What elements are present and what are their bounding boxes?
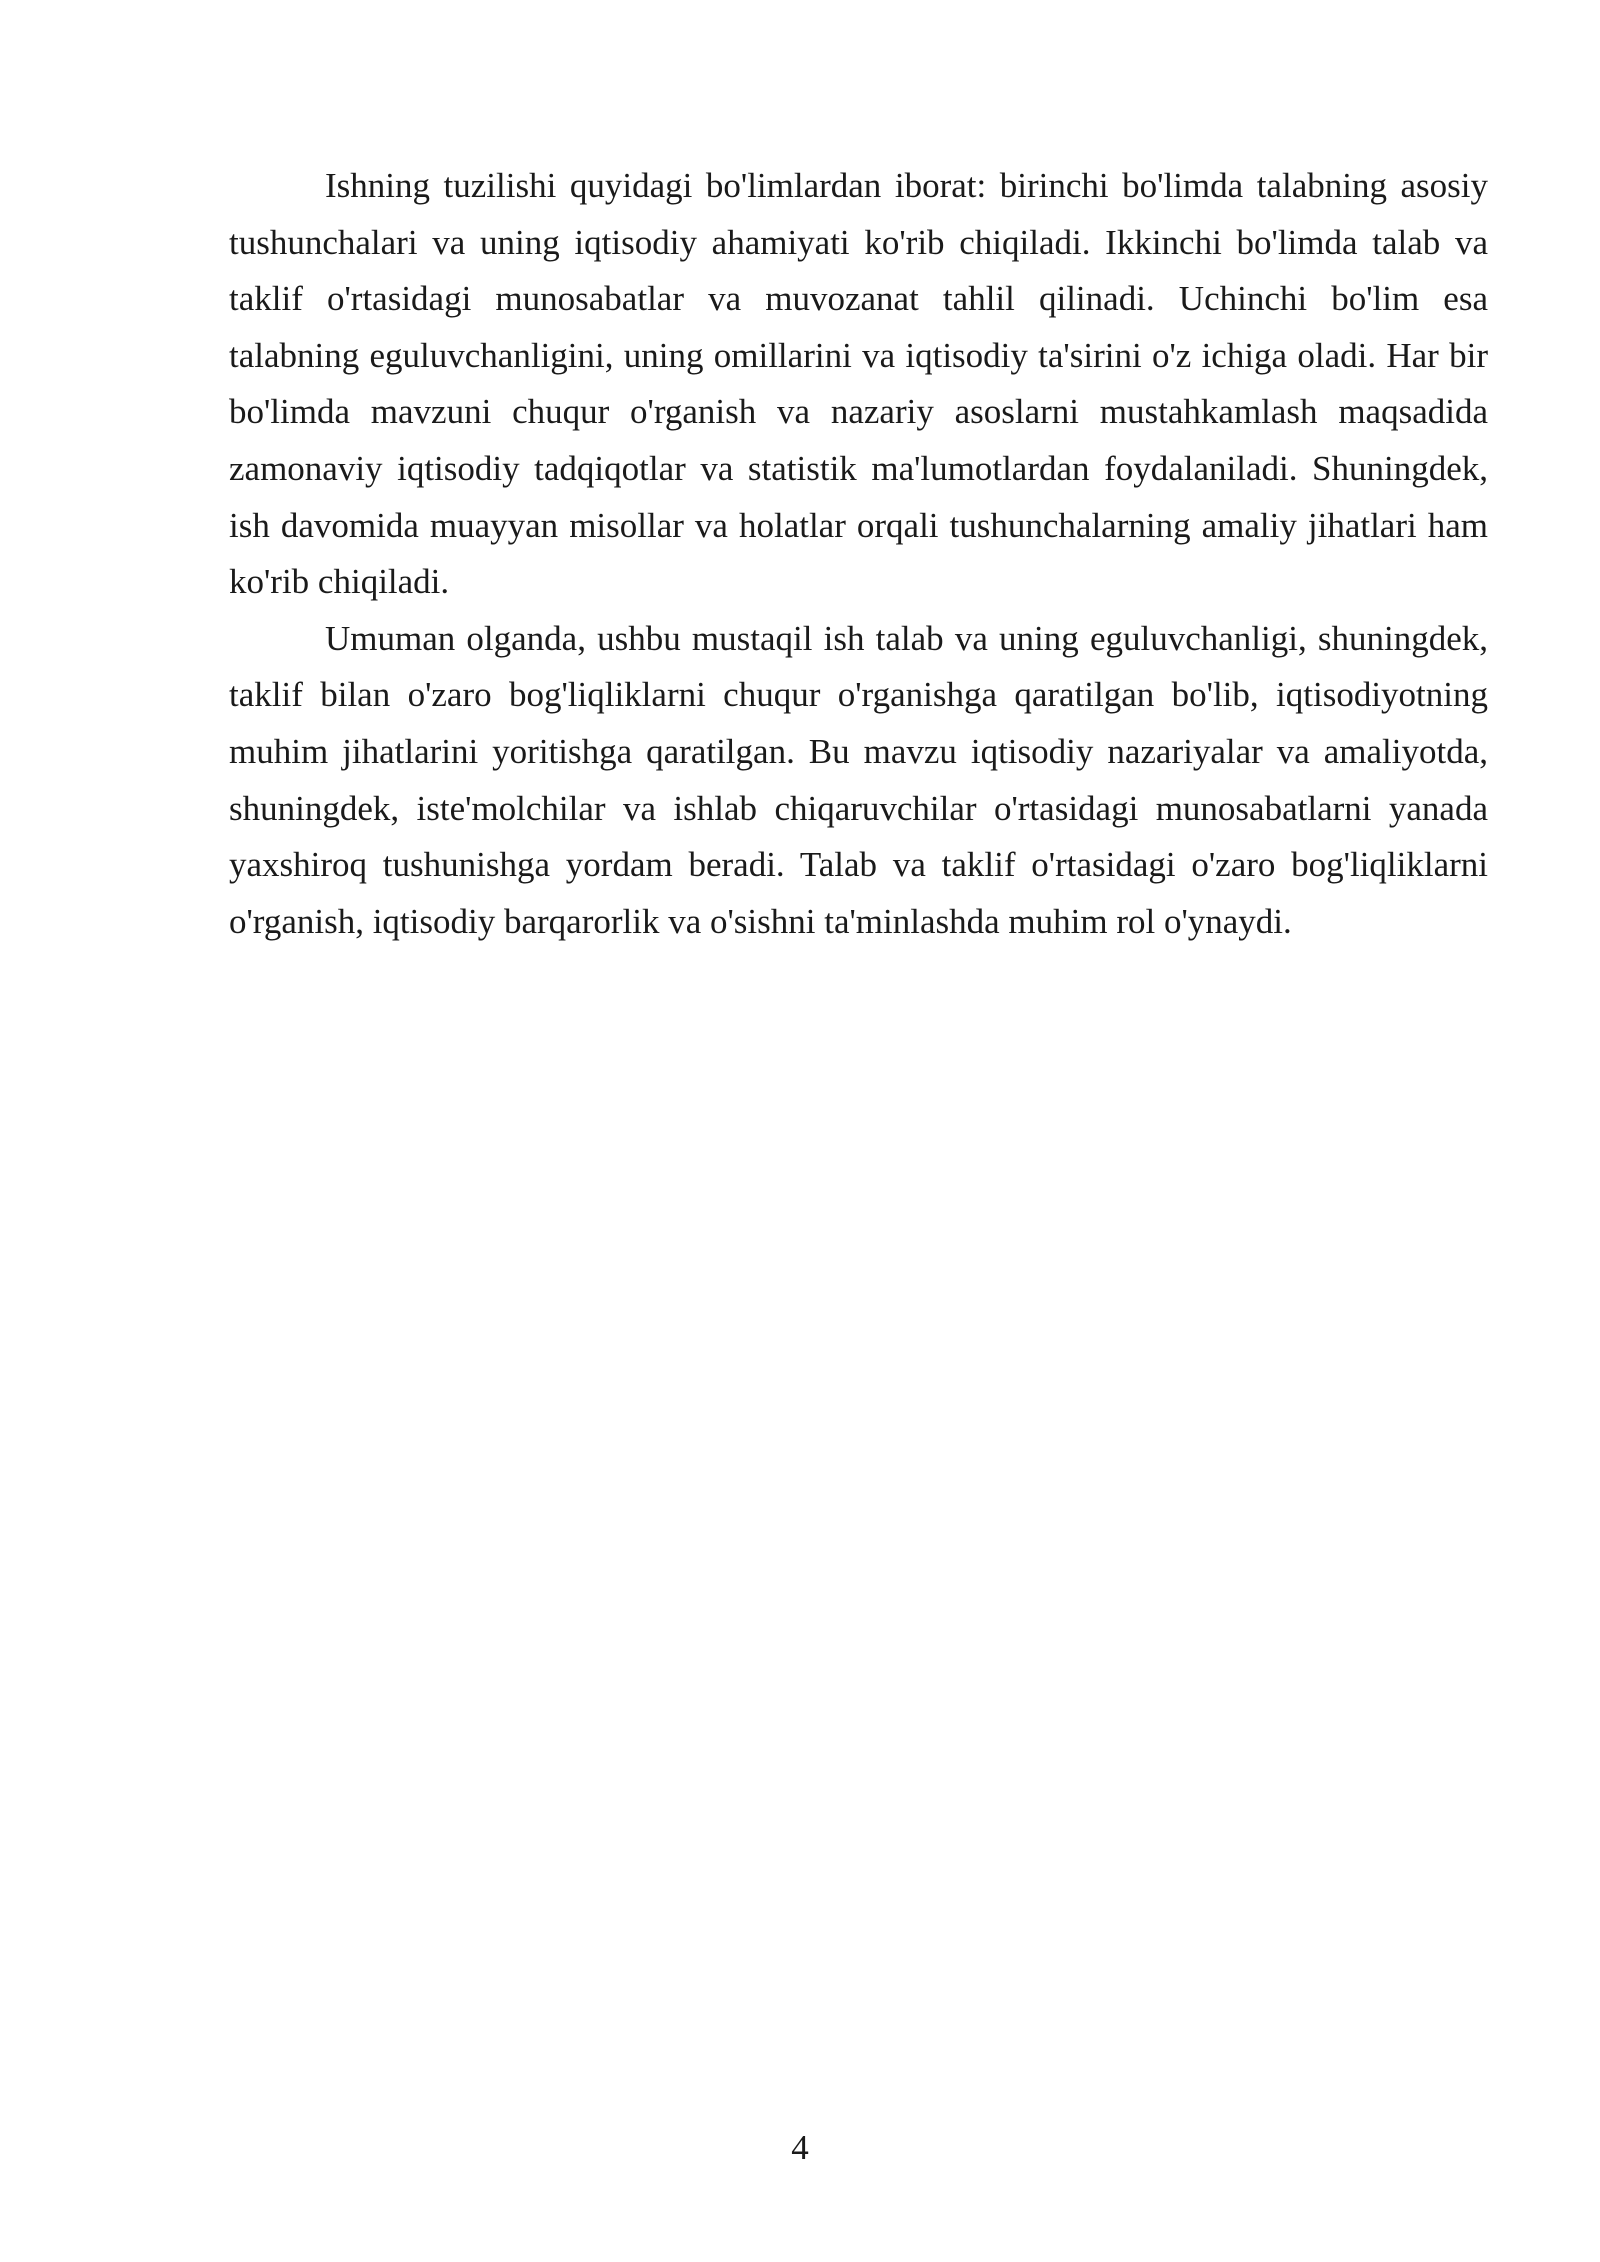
paragraph-structure: Ishning tuzilishi quyidagi bo'limlardan iborat: birinchi bo'limda talabning asosiy tushunchalari va uning iqtisodiy ahamiyati ko'rib chiqiladi. Ikkinchi bo'limda talab va taklif o'rtasidagi munosabatlar va muvozanat tahlil qilinadi. Uchinchi bo'lim esa talabning eguluvchanligini, uning omillarini va iqtisodiy ta'sirini o'z ichiga oladi. Har bir bo'limda mavzuni chuqur o'rganish va nazariy asoslarni mustahkamlash maqsadida zamonaviy iqtisodiy tadqiqotlar va statistik ma'lumotlardan foydalaniladi. Shuningdek, ish davomida muayyan misollar va holatlar orqali tushunchalarning amaliy jihatlari ham ko'rib chiqiladi. [229, 166, 1488, 602]
page-number: 4 [791, 2128, 809, 2167]
paragraph-conclusion: Umuman olganda, ushbu mustaqil ish talab va uning eguluvchanligi, shuningdek, taklif bilan o'zaro bog'liqliklarni chuqur o'rganishga qaratilgan bo'lib, iqtisodiyotning muhim jihatlarini yoritishga qaratilgan. Bu mavzu iqtisodiy nazariyalar va amaliyotda, shuningdek, iste'molchilar va ishlab chiqaruvchilar o'rtasidagi munosabatlarni yanada yaxshiroq tushunishga yordam beradi. Talab va taklif o'rtasidagi o'zaro bog'liqliklarni o'rganish, iqtisodiy barqarorlik va o'sishni ta'minlashda muhim rol o'ynaydi. [229, 618, 1488, 941]
document-body [229, 158, 1488, 950]
